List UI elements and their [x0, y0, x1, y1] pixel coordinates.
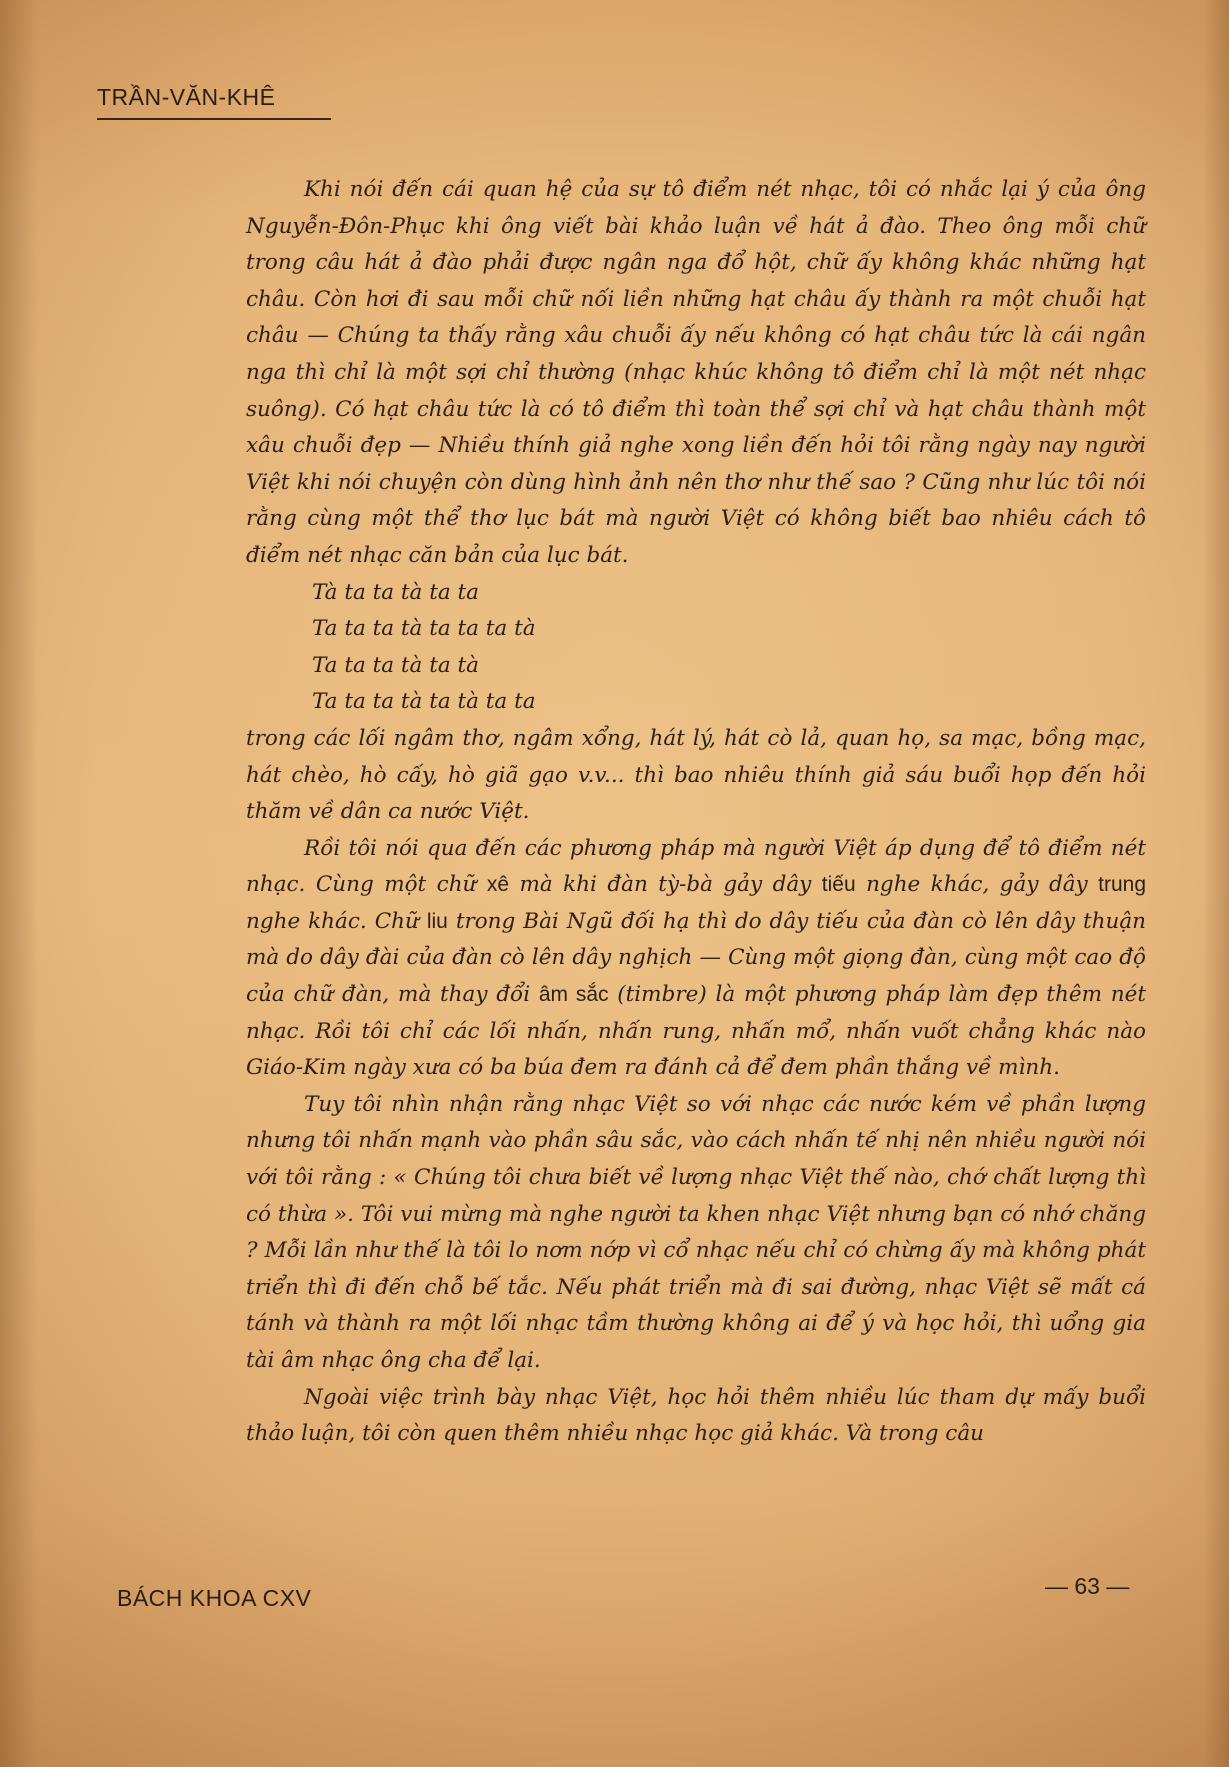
- term-trung: trung: [1098, 873, 1147, 897]
- paragraph-2-text: trong Bài Ngũ đối hạ thì do dây tiếu của đàn cò lên dây thuận mà do dây đài của đàn cò lên dây nghịch — Cùng một giọng đàn, cùng một cao độ của chữ đàn, mà thay đổi: [246, 908, 1146, 1008]
- paragraph-2-text: mà khi đàn tỳ-bà gảy dây: [509, 872, 822, 898]
- article-body: [246, 172, 1146, 1453]
- paragraph-2-text: nghe khác. Chữ: [246, 908, 427, 934]
- paragraph-1-continued: trong các lối ngâm thơ, ngâm xổng, hát lý, hát cò lả, quan họ, sa mạc, bồng mạc, hát chèo, hò cấy, hò giã gạo v.v... thì bao nhiêu thính giả sáu buổi họp đến hỏi thăm về dân ca nước Việt.: [246, 725, 1146, 825]
- verse-line: Ta ta ta tà ta ta ta tà: [312, 616, 536, 642]
- paragraph-2-text: (timbre) là một phương pháp làm đẹp thêm nét nhạc. Rồi tôi chỉ các lối nhấn, nhấn rung, nhấn mổ, nhấn vuốt chẳng khác nào Giáo-Kim ngày xưa có ba búa đem ra đánh cả để đem phần thắng về mình.: [246, 982, 1146, 1081]
- term-liu: liu: [426, 909, 448, 933]
- paragraph-2-text: nghe khác, gảy dây: [855, 872, 1099, 898]
- header-underline: [97, 118, 331, 120]
- running-header-author: TRẦN-VĂN-KHÊ: [97, 84, 276, 110]
- verse-block: [246, 575, 1146, 721]
- paragraph-1: Khi nói đến cái quan hệ của sự tô điểm nét nhạc, tôi có nhắc lại ý của ông Nguyễn-Đôn-Phục khi ông viết bài khảo luận về hát ả đào. Theo ông mỗi chữ trong câu hát ả đào phải được ngân nga đổ hột, chữ ấy không khác những hạt châu. Còn hơi đi sau mỗi chữ nối liền những hạt châu ấy thành ra một chuỗi hạt châu — Chúng ta thấy rằng xâu chuỗi ấy nếu không có hạt châu tức là cái ngân nga thì chỉ là một sợi chỉ thường (nhạc khúc không tô điểm chỉ là một nét nhạc suông). Có hạt châu tức là có tô điểm thì toàn thể sợi chỉ và hạt châu thành một xâu chuỗi đẹp — Nhiều thính giả nghe xong liền đến hỏi tôi rằng ngày nay người Việt khi nói chuyện còn dùng hình ảnh nên thơ như thế sao ? Cũng như lúc tôi nói rằng cùng một thể thơ lục bát mà người Việt có không biết bao nhiêu cách tô điểm nét nhạc căn bản của lục bát.: [246, 177, 1146, 568]
- verse-line: Tà ta ta tà ta ta: [312, 579, 479, 605]
- verse-line: Ta ta ta tà ta tà: [312, 652, 479, 678]
- paragraph-2-text: Rồi tôi nói qua đến các phương pháp mà người Việt áp dụng để tô điểm nét nhạc. Cùng một chữ: [246, 835, 1146, 898]
- paragraph-2: [246, 831, 1146, 1087]
- footer-page-number: — 63 —: [1045, 1573, 1130, 1599]
- verse-line: Ta ta ta tà ta tà ta ta: [312, 689, 536, 715]
- term-tieu: tiếu: [821, 873, 856, 897]
- paragraph-3: Tuy tôi nhìn nhận rằng nhạc Việt so với nhạc các nước kém về phần lượng nhưng tôi nhấn mạnh vào phần sâu sắc, vào cách nhấn tế nhị nên nhiều người nói với tôi rằng : « Chúng tôi chưa biết về lượng nhạc Việt thế nào, chớ chất lượng thì có thừa ». Tôi vui mừng mà nghe người ta khen nhạc Việt nhưng bạn có nhớ chăng ? Mỗi lần như thế là tôi lo nơm nớp vì cổ nhạc nếu chỉ có chừng ấy mà không phát triển thì đi đến chỗ bế tắc. Nếu phát triển mà đi sai đường, nhạc Việt sẽ mất cá tánh và thành ra một lối nhạc tầm thường không ai để ý và học hỏi, thì uổng gia tài âm nhạc ông cha để lại.: [246, 1091, 1146, 1373]
- paragraph-4: Ngoài việc trình bày nhạc Việt, học hỏi thêm nhiều lúc tham dự mấy buổi thảo luận, tôi còn quen thêm nhiều nhạc học giả khác. Và trong câu: [246, 1384, 1146, 1447]
- footer-magazine-title: BÁCH KHOA CXV: [117, 1585, 312, 1611]
- term-xe: xê: [486, 873, 510, 897]
- term-am-sac: âm sắc: [538, 983, 609, 1007]
